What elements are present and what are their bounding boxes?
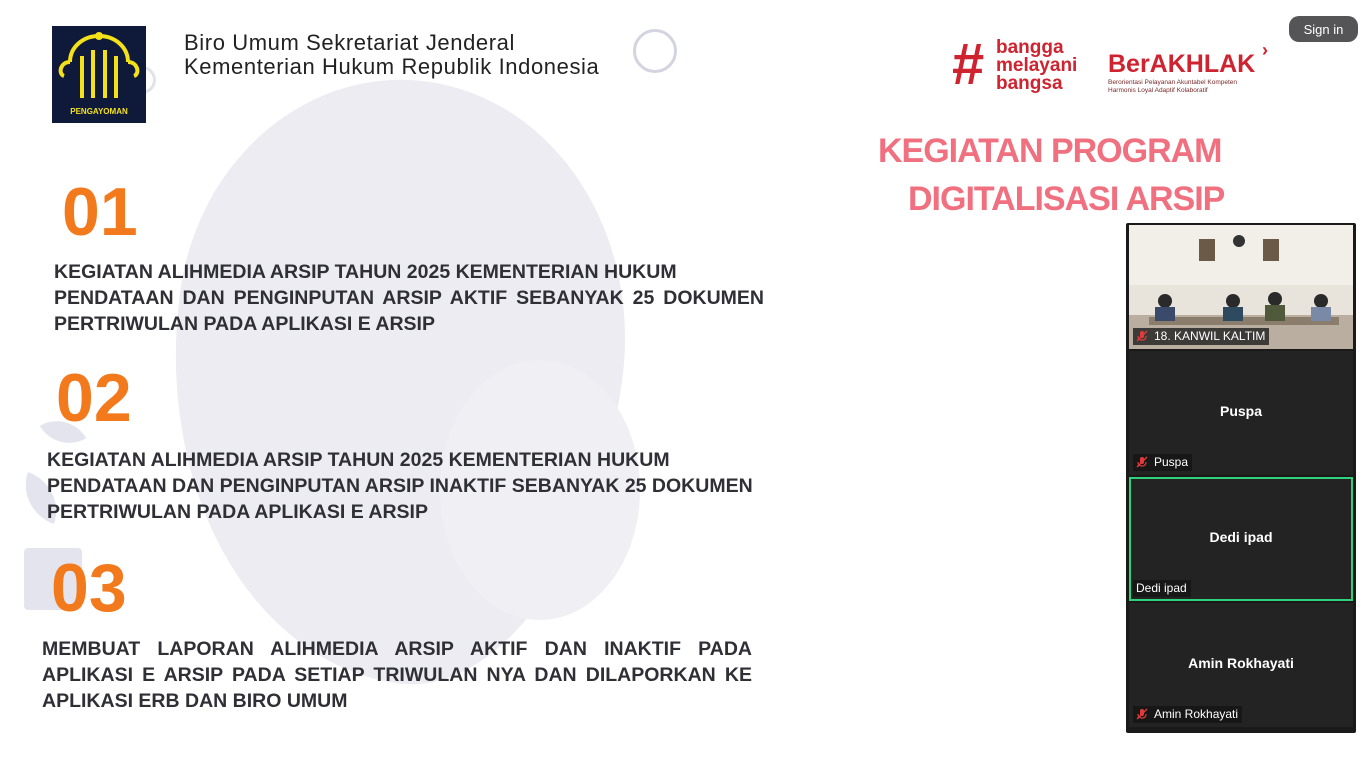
bangga-melayani-bangsa-logo bbox=[952, 32, 1102, 97]
participant-name: Dedi ipad bbox=[1209, 529, 1273, 545]
description-line: MEMBUAT LAPORAN ALIHMEDIA ARSIP AKTIF DAN INAKTIF PADA bbox=[42, 638, 752, 660]
berakhlak-logo: BerAKHLAK bbox=[1108, 50, 1256, 78]
berakhlak-tagline: Berorientasi Pelayanan Akuntabel Kompeten bbox=[1108, 79, 1238, 86]
pengayoman-emblem-icon bbox=[52, 26, 146, 106]
description-line: KEGIATAN ALIHMEDIA ARSIP TAHUN 2025 KEMENTERIAN HUKUM bbox=[54, 261, 677, 283]
ministry-logo bbox=[52, 26, 146, 123]
description-line: APLIKASI E ARSIP PADA SETIAP TRIWULAN NYA DAN DILAPORKAN KE bbox=[42, 664, 752, 686]
hashtag-icon: # bbox=[952, 32, 985, 97]
bangga-line: bangga bbox=[996, 37, 1064, 58]
description-line: PENDATAAN DAN PENGINPUTAN ARSIP AKTIF SEBANYAK 25 DOKUMEN bbox=[54, 287, 764, 309]
participant-tile[interactable] bbox=[1129, 603, 1353, 727]
participant-label bbox=[1133, 706, 1242, 723]
participant-label bbox=[1133, 328, 1269, 345]
participant-tile[interactable] bbox=[1129, 351, 1353, 475]
description-line: KEGIATAN ALIHMEDIA ARSIP TAHUN 2025 KEMENTERIAN HUKUM bbox=[47, 449, 670, 471]
participant-tile-active-speaker[interactable] bbox=[1129, 477, 1353, 601]
chevron-right-icon: › bbox=[1262, 40, 1268, 60]
item-number: 02 bbox=[56, 360, 132, 436]
participant-name: Amin Rokhayati bbox=[1188, 655, 1294, 671]
participant-label-text: Puspa bbox=[1154, 455, 1189, 469]
bangga-line: melayani bbox=[996, 55, 1078, 76]
org-name-line1: Biro Umum Sekretariat Jenderal bbox=[184, 30, 516, 55]
slide-title-line2: DIGITALISASI ARSIP bbox=[908, 180, 1225, 218]
mic-muted-icon bbox=[1136, 456, 1148, 468]
description-line: PENDATAAN DAN PENGINPUTAN ARSIP INAKTIF SEBANYAK 25 DOKUMEN bbox=[47, 475, 753, 497]
participant-tile[interactable] bbox=[1129, 225, 1353, 349]
participant-label bbox=[1133, 580, 1191, 597]
bangga-line: bangsa bbox=[996, 73, 1063, 94]
logo-caption: PENGAYOMAN bbox=[70, 107, 128, 116]
decor-circle bbox=[633, 29, 677, 73]
mic-muted-icon bbox=[1136, 708, 1148, 720]
item-description bbox=[54, 259, 764, 337]
participant-label-text: 18. KANWIL KALTIM bbox=[1154, 329, 1266, 343]
sign-in-button[interactable]: Sign in bbox=[1289, 16, 1358, 42]
participant-label bbox=[1133, 454, 1192, 471]
berakhlak-tagline: Harmonis Loyal Adaptif Kolaboratif bbox=[1108, 87, 1208, 94]
item-number: 03 bbox=[51, 550, 127, 626]
description-line: PERTRIWULAN PADA APLIKASI E ARSIP bbox=[54, 313, 435, 335]
description-line: APLIKASI ERB DAN BIRO UMUM bbox=[42, 690, 348, 712]
item-description bbox=[47, 447, 767, 525]
participant-label-text: Dedi ipad bbox=[1136, 581, 1187, 595]
item-number: 01 bbox=[62, 174, 138, 250]
participant-name: Puspa bbox=[1219, 403, 1262, 419]
description-line: PERTRIWULAN PADA APLIKASI E ARSIP bbox=[47, 501, 428, 523]
item-description bbox=[42, 636, 752, 714]
slide-title-line1: KEGIATAN PROGRAM bbox=[878, 132, 1222, 170]
org-name-line2: Kementerian Hukum Republik Indonesia bbox=[184, 54, 600, 79]
participant-label-text: Amin Rokhayati bbox=[1154, 707, 1239, 721]
mic-muted-icon bbox=[1136, 330, 1148, 342]
